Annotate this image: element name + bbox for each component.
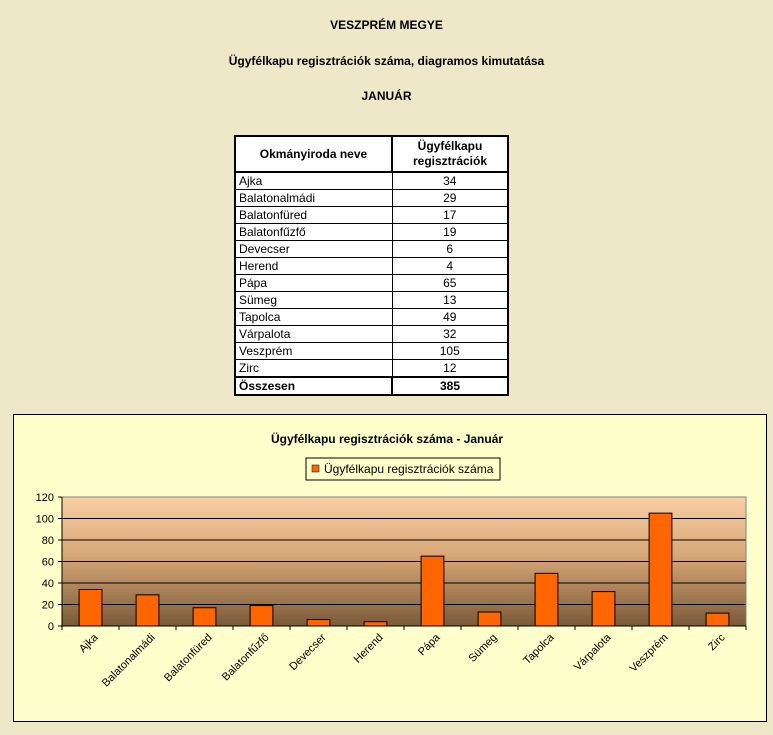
table-header-row bbox=[235, 136, 508, 172]
bar bbox=[649, 513, 672, 626]
x-tick-label: Balatonfüred bbox=[162, 631, 215, 685]
table-row bbox=[235, 292, 508, 309]
office-name-cell: Zirc bbox=[235, 360, 392, 378]
legend-swatch bbox=[312, 465, 319, 472]
y-tick-label: 80 bbox=[41, 535, 54, 547]
registration-count-cell: 65 bbox=[392, 275, 508, 292]
table-row bbox=[235, 360, 508, 378]
y-tick-label: 20 bbox=[41, 599, 54, 612]
chart-legend bbox=[306, 458, 500, 480]
registration-count-cell: 17 bbox=[392, 207, 508, 224]
bar-chart bbox=[14, 415, 766, 721]
table-row bbox=[235, 275, 508, 292]
x-tick-label: Sümeg bbox=[466, 631, 500, 665]
office-name-cell: Balatonfüred bbox=[235, 207, 392, 224]
office-name-cell: Várpalota bbox=[235, 326, 392, 343]
registration-count-cell: 19 bbox=[392, 224, 508, 241]
y-tick-label: 60 bbox=[41, 556, 54, 569]
total-label: Összesen bbox=[235, 377, 392, 395]
bar bbox=[136, 595, 159, 626]
table-row bbox=[235, 343, 508, 360]
bar bbox=[535, 573, 558, 626]
registration-count-cell: 32 bbox=[392, 326, 508, 343]
registration-count-cell: 49 bbox=[392, 309, 508, 326]
bar bbox=[250, 606, 273, 626]
table-row bbox=[235, 224, 508, 241]
chart-area bbox=[13, 414, 767, 722]
x-tick-label: Devecser bbox=[287, 631, 329, 673]
x-tick-label: Tapolca bbox=[521, 631, 557, 667]
bar bbox=[706, 613, 729, 626]
col-header-registrations bbox=[392, 136, 508, 172]
table-row bbox=[235, 258, 508, 275]
office-name-cell: Veszprém bbox=[235, 343, 392, 360]
bar bbox=[478, 612, 501, 626]
x-tick-label: Balatonalmádi bbox=[99, 631, 158, 690]
table-body bbox=[235, 172, 508, 377]
x-tick-label: Herend bbox=[351, 631, 386, 666]
report-subtitle: Ügyfélkapu regisztrációk száma, diagramos kimutatása bbox=[228, 54, 545, 68]
table-total-row bbox=[235, 377, 508, 395]
office-name-cell: Balatonalmádi bbox=[235, 190, 392, 207]
chart-title: Ügyfélkapu regisztrációk száma - Január bbox=[270, 432, 504, 446]
county-title: VESZPRÉM MEGYE bbox=[330, 18, 443, 32]
col-header-registrations-line2: regisztrációk bbox=[412, 154, 488, 168]
month-title: JANUÁR bbox=[361, 89, 412, 103]
total-value: 385 bbox=[392, 377, 508, 395]
table-row bbox=[235, 207, 508, 224]
table-row bbox=[235, 326, 508, 343]
registration-count-cell: 29 bbox=[392, 190, 508, 207]
registration-count-cell: 6 bbox=[392, 241, 508, 258]
table-row bbox=[235, 309, 508, 326]
x-tick-label: Pápa bbox=[415, 631, 443, 659]
bar bbox=[421, 556, 444, 626]
bar bbox=[79, 589, 102, 626]
registration-count-cell: 13 bbox=[392, 292, 508, 309]
legend-label: Ügyfélkapu regisztrációk száma bbox=[324, 462, 494, 476]
plot-area bbox=[36, 492, 746, 689]
bar bbox=[193, 608, 216, 626]
office-name-cell: Sümeg bbox=[235, 292, 392, 309]
y-tick-label: 120 bbox=[35, 492, 54, 504]
y-tick-label: 100 bbox=[35, 513, 54, 526]
x-tick-label: Balatonfűzfő bbox=[219, 631, 272, 684]
table-row bbox=[235, 241, 508, 258]
office-name-cell: Tapolca bbox=[235, 309, 392, 326]
x-tick-label: Ajka bbox=[76, 631, 101, 656]
registration-count-cell: 105 bbox=[392, 343, 508, 360]
registration-count-cell: 4 bbox=[392, 258, 508, 275]
office-name-cell: Pápa bbox=[235, 275, 392, 292]
col-header-office: Okmányiroda neve bbox=[235, 136, 392, 172]
table-row bbox=[235, 190, 508, 207]
y-tick-label: 40 bbox=[41, 578, 54, 590]
y-tick-label: 0 bbox=[47, 621, 54, 633]
office-name-cell: Herend bbox=[235, 258, 392, 275]
bar bbox=[307, 620, 330, 626]
x-tick-label: Zirc bbox=[706, 631, 728, 654]
col-header-registrations-line1: Ügyfélkapu bbox=[417, 139, 483, 153]
bar bbox=[592, 592, 615, 626]
registration-count-cell: 12 bbox=[392, 360, 508, 378]
registration-count-cell: 34 bbox=[392, 172, 508, 190]
office-name-cell: Devecser bbox=[235, 241, 392, 258]
bar bbox=[364, 622, 387, 626]
office-name-cell: Ajka bbox=[235, 172, 392, 190]
registrations-table bbox=[234, 135, 509, 396]
table-row bbox=[235, 172, 508, 190]
x-tick-label: Várpalota bbox=[571, 631, 614, 674]
x-tick-label: Veszprém bbox=[627, 631, 671, 675]
office-name-cell: Balatonfűzfő bbox=[235, 224, 392, 241]
